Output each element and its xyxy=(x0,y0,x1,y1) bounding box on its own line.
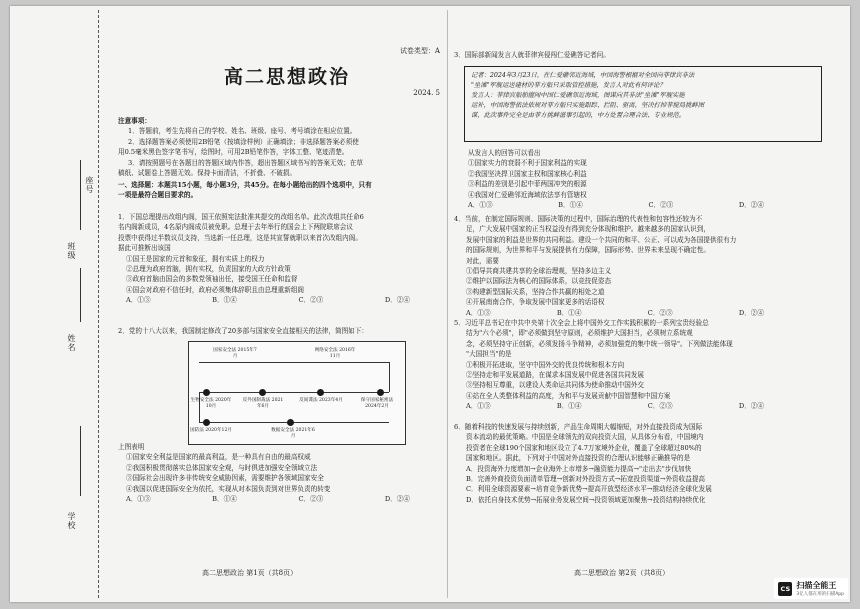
q1-line: 投票中获得过半数议员支持，当选新一任总理，这是其宣誓就职以来首次改组内阁。 xyxy=(118,233,362,242)
binding-field-seat: 座号 xyxy=(85,176,94,194)
answer-choice-b[interactable]: B．①④ xyxy=(556,308,582,317)
q4-option: ①倡导共商共建共享的全球治理观，坚持多边主义 xyxy=(466,267,612,276)
exam-sheet xyxy=(10,6,850,602)
timeline-node: 网络安全法 2016年11月 xyxy=(314,348,356,359)
q4-line: 4．当前，在制定国际规则、国际决策的过程中，国际治理的代表性和包容性还较为不 xyxy=(454,215,703,223)
answer-choice-c[interactable]: C．②③ xyxy=(298,296,324,305)
timeline-line xyxy=(199,362,389,363)
answer-choice-c[interactable]: C．②③ xyxy=(298,495,324,504)
q6-option-d[interactable]: D．依托自身技术优势→拓展业务发展空间→投资领域更加聚焦→投资结构持续优化 xyxy=(466,495,706,504)
answer-choice-c[interactable]: C．②③ xyxy=(648,201,674,210)
q5-option: ③坚持相互尊重，以建设人类命运共同体为使命推动中国外交 xyxy=(466,381,645,390)
q5-answers xyxy=(454,401,834,411)
notice-line: 2．选择题答案必须使用2B铅笔（按填涂样例）正确填涂；非选择题答案必须使 xyxy=(128,137,359,146)
page-title: 高二思想政治 xyxy=(224,66,351,88)
flag-icon xyxy=(203,419,210,426)
binding-field-name: 姓名 xyxy=(67,334,76,352)
question-2-intro xyxy=(118,326,440,336)
box-line: "坐滩"军舰运送建材的菲方船只采取管控措施，发言人对此有何评论？ xyxy=(471,82,666,89)
section-line: 一项是最符合题目要求的。 xyxy=(118,191,198,200)
timeline-node: 反间谍法 2023年4月 xyxy=(299,398,343,403)
notice xyxy=(118,116,440,178)
page-2-footer: 高二思想政治 第2页（共8页） xyxy=(574,569,670,577)
timeline-line xyxy=(199,422,389,423)
q1-option: ②总理为政府首脑，拥有实权，负责国家的大政方针政策 xyxy=(126,265,291,274)
q2-option: ③国际社会出现许多非传统安全威胁因素，需要维护各领域国家安全 xyxy=(126,474,324,483)
box-line: 发言人：菲律宾船舶擅闯中国仁爱礁邻近海域，图谋向其非法"坐滩"军舰实施 xyxy=(471,92,685,99)
q6-line: 投资者在全球190个国家和地区设立了4.7万家境外企业，覆盖了全球超过80%的 xyxy=(466,443,702,452)
exam-date: 2024. 5 xyxy=(413,89,440,97)
answer-choice-c[interactable]: C．②③ xyxy=(647,308,673,317)
question-5 xyxy=(454,318,834,412)
q3-intro: 3．国际部新闻发言人就菲律宾侵闯仁爱礁答记者问。 xyxy=(454,51,610,59)
q1-answers xyxy=(118,295,440,305)
q1-option: ③政府首脑由国会的多数党领袖出任，接受国王任命和监督 xyxy=(126,275,298,284)
camscanner-logo-icon: CS xyxy=(778,582,792,596)
q2-option: ④我国以促进国际安全为依托，实现从对本国负责到对世界负责的转变 xyxy=(126,484,331,493)
timeline-node: 国防法 2020年12月 xyxy=(190,428,232,433)
answer-choice-c[interactable]: C．②③ xyxy=(647,402,673,411)
answer-choice-d[interactable]: D．②④ xyxy=(738,402,764,411)
timeline-node: 数据安全法 2021年6月 xyxy=(271,428,315,439)
notice-line: 1．答题前，考生先将自己的学校、姓名、班级、座号、考号填涂在相应位置。 xyxy=(128,127,357,136)
binding-field-class: 班级 xyxy=(67,242,76,260)
page-1-footer: 高二思想政治 第1页（共8页） xyxy=(202,569,298,577)
q4-option: ④开展南南合作，争取发展中国家更多的话语权 xyxy=(466,298,605,307)
box-line: 运补，中国海警依法依规对菲方船只实施跟踪、拦阻、驱离，坚决打掉菲搅局挑衅图 xyxy=(471,102,704,109)
timeline-line xyxy=(199,392,389,393)
answer-choice-d[interactable]: D．②④ xyxy=(384,296,410,305)
security-law-timeline xyxy=(188,341,406,445)
section-1-heading xyxy=(118,180,440,201)
q6-option-b[interactable]: B．完善外商投资负面清单管理→创新对外投资方式→拓宽投资渠道→外资收益提高 xyxy=(466,475,706,484)
question-3 xyxy=(468,148,834,210)
notice-line: 3．请按照题号在各题目的答题区域内作答，超出答题区域书写的答案无效；在草 xyxy=(128,158,363,167)
q1-line: 名内阁新成员，4名原内阁成员被免职。总理于去年举行的国会上下两院联席会议 xyxy=(118,223,353,232)
answer-choice-a[interactable]: A．①③ xyxy=(468,201,493,210)
scanner-watermark xyxy=(774,578,848,599)
q6-option-a[interactable]: A．投资海外力度增加→企业海外上市增多→融资能力提高→"走出去"步伐加快 xyxy=(466,464,692,473)
q2-stem: 上图表明 xyxy=(118,443,145,451)
q1-line: 据此可推断出该国 xyxy=(118,244,171,253)
timeline-node: 生物安全法 2020年10月 xyxy=(190,398,232,409)
timeline-node: 反外国制裁法 2021年6月 xyxy=(242,398,284,409)
q5-option: ①积极开拓进取，坚守中国外交的优良传统和根本方向 xyxy=(466,360,625,369)
flag-icon xyxy=(287,419,294,426)
q2-answers xyxy=(118,494,440,504)
binding-dashed-line xyxy=(98,10,99,598)
answer-choice-b[interactable]: B．①④ xyxy=(558,201,583,210)
q4-option: ③构建新型国际关系，坚持合作共赢的相处之道 xyxy=(466,287,605,296)
answer-choice-b[interactable]: B．①④ xyxy=(556,402,582,411)
binding-margin xyxy=(10,6,114,602)
q4-answers xyxy=(454,308,834,318)
q2-option: ①国家安全利益是国家的最高利益，是一种具有自由的最高权威 xyxy=(126,453,311,462)
q5-option: ②坚持走和平发展道路，在谋求本国发展中促进各国共同发展 xyxy=(466,371,645,380)
q1-option: ④国会对政府不信任时，政府必须集体辞职且由总理重新组阁 xyxy=(126,285,305,294)
name-underline xyxy=(80,268,81,322)
flag-icon xyxy=(317,389,324,396)
notice-line: 用0.5毫米黑色签字笔书写，绘图时，可用2B铅笔作答，字体工整、笔迹清楚。 xyxy=(118,148,349,157)
question-4 xyxy=(454,214,834,318)
exam-type: 试卷类型：A xyxy=(399,47,440,55)
q4-line: 发展中国家的利益是世界的共同利益。建设一个共同的和平、公正、可以成为各国提供很有力 xyxy=(466,235,737,244)
scanner-tagline: 3亿人都在用的扫描App xyxy=(796,592,844,597)
page-divider xyxy=(447,10,448,598)
timeline-node: 国家安全法 2015年7月 xyxy=(213,348,257,359)
answer-choice-a[interactable]: A．①③ xyxy=(126,296,151,305)
notice-line: 稿纸、试题卷上答题无效。保持卡面清洁，不折叠、不破损。 xyxy=(118,169,297,178)
answer-choice-a[interactable]: A．①③ xyxy=(466,308,491,317)
scanner-app-name: 扫描全能王 xyxy=(796,581,837,590)
answer-choice-b[interactable]: B．①④ xyxy=(212,296,237,305)
q3-answers xyxy=(468,200,834,210)
answer-choice-b[interactable]: B．①④ xyxy=(212,495,237,504)
flag-icon xyxy=(259,389,266,396)
q3-option: ④我国对仁爱礁邻近海域依法享有管辖权 xyxy=(468,190,587,199)
binding-field-school: 学校 xyxy=(67,512,76,530)
q6-line: 资本流动的最优策略。中国是全球领先的双向投资大国，从具体分布看，中国境内 xyxy=(466,433,704,442)
answer-choice-a[interactable]: A．①③ xyxy=(466,402,491,411)
section-line: 一、选择题：本题共15小题，每小题3分，共45分。在每小题给出的四个选项中，只有 xyxy=(118,181,372,189)
notice-heading: 注意事项： xyxy=(118,117,151,125)
flag-icon xyxy=(377,389,384,396)
q5-option: ④站在全人类整体利益的高度，为和平与发展贡献中国智慧和中国方案 xyxy=(466,391,671,400)
q4-line: 足，广大发展中国家的正当权益没有得到充分体现和维护。越来越多的国家认识到， xyxy=(466,225,710,234)
answer-choice-d[interactable]: D．②④ xyxy=(384,495,410,504)
q6-option-c[interactable]: C．利用全球资源要素→培育竞争新优势→提高开放型经济水平→推动经济全球化发展 xyxy=(466,485,712,494)
q1-option: ①国王是国家的元首和象征，拥有实质上的权力 xyxy=(126,254,265,263)
question-2 xyxy=(118,442,440,504)
q3-option: ①国家实力的衰弱不利于国家利益的实现 xyxy=(468,159,587,168)
q2-option: ②我国积极贯彻落实总体国家安全观，与时俱进加强安全领域立法 xyxy=(126,463,318,472)
q2-intro: 2．党的十八大以来，我国制定修改了20多部与国家安全直接相关的法律，简图如下： xyxy=(118,327,368,335)
q3-option: ②我国坚决捍卫国家主权和国家核心利益 xyxy=(468,169,587,178)
answer-choice-d[interactable]: D．②④ xyxy=(738,201,764,210)
q4-option: ②维护以国际法为核心的国际体系，以竞技促姿态 xyxy=(466,277,612,286)
q5-line: 5．习近平总书记在中共中央第十次全会上将中国外交工作实践积累的一系列宝贵经验总 xyxy=(454,319,709,327)
q5-line: 念，必须坚持守正创新，必须发扬斗争精神，必须加强党的集中统一领导"。下列做法能体现 xyxy=(466,339,733,348)
q5-line: 结为"六个必须"，即"必须做到坚守原则，必须维护大国担当，必须树立系统观 xyxy=(466,329,693,338)
q6-line: 国家和地区。据此，下列对于中国对外直接投资的合理认识能够正确推导的是 xyxy=(466,454,691,463)
q4-line: 对此，需要 xyxy=(466,256,499,265)
answer-choice-d[interactable]: D．②④ xyxy=(738,308,764,317)
question-6 xyxy=(454,422,834,505)
press-conference-box xyxy=(464,66,822,142)
q3-option: ③利益的差别是引起中菲两国冲突的根源 xyxy=(468,180,587,189)
flag-icon xyxy=(203,389,210,396)
box-line: 谋，此次事件完全是由菲方挑衅滋事引起的，中方处置合理合法、专业规范。 xyxy=(471,112,686,119)
q5-line: "大国担当"的是 xyxy=(466,350,512,359)
q6-line: 6．随着科技的快速发展与持续创新，产品生命周期大幅缩短，对外直接投资成为国际 xyxy=(454,423,703,431)
q3-stem: 从发言人的回答可以看出 xyxy=(468,149,541,157)
question-1 xyxy=(118,212,440,306)
class-underline xyxy=(80,160,81,230)
box-line: 记者：2024年3月23日，在仁爱礁邻近海域，中国海警根据对全国向菲律宾非法 xyxy=(471,72,695,79)
timeline-node: 保守国家秘密法 2024年2月 xyxy=(360,398,394,409)
timeline-line xyxy=(389,362,390,392)
school-underline xyxy=(80,426,81,496)
answer-choice-a[interactable]: A．①③ xyxy=(126,495,151,504)
q1-line: 1．下国总理提出改组内阁，国王依照宪法批准其提交的改组名单。此次改组共任命6 xyxy=(118,213,364,221)
q4-line: 的国际规则，为世界和平与发展提供有力保障，国际形势、世界未来呈现不确定性。 xyxy=(466,246,710,255)
